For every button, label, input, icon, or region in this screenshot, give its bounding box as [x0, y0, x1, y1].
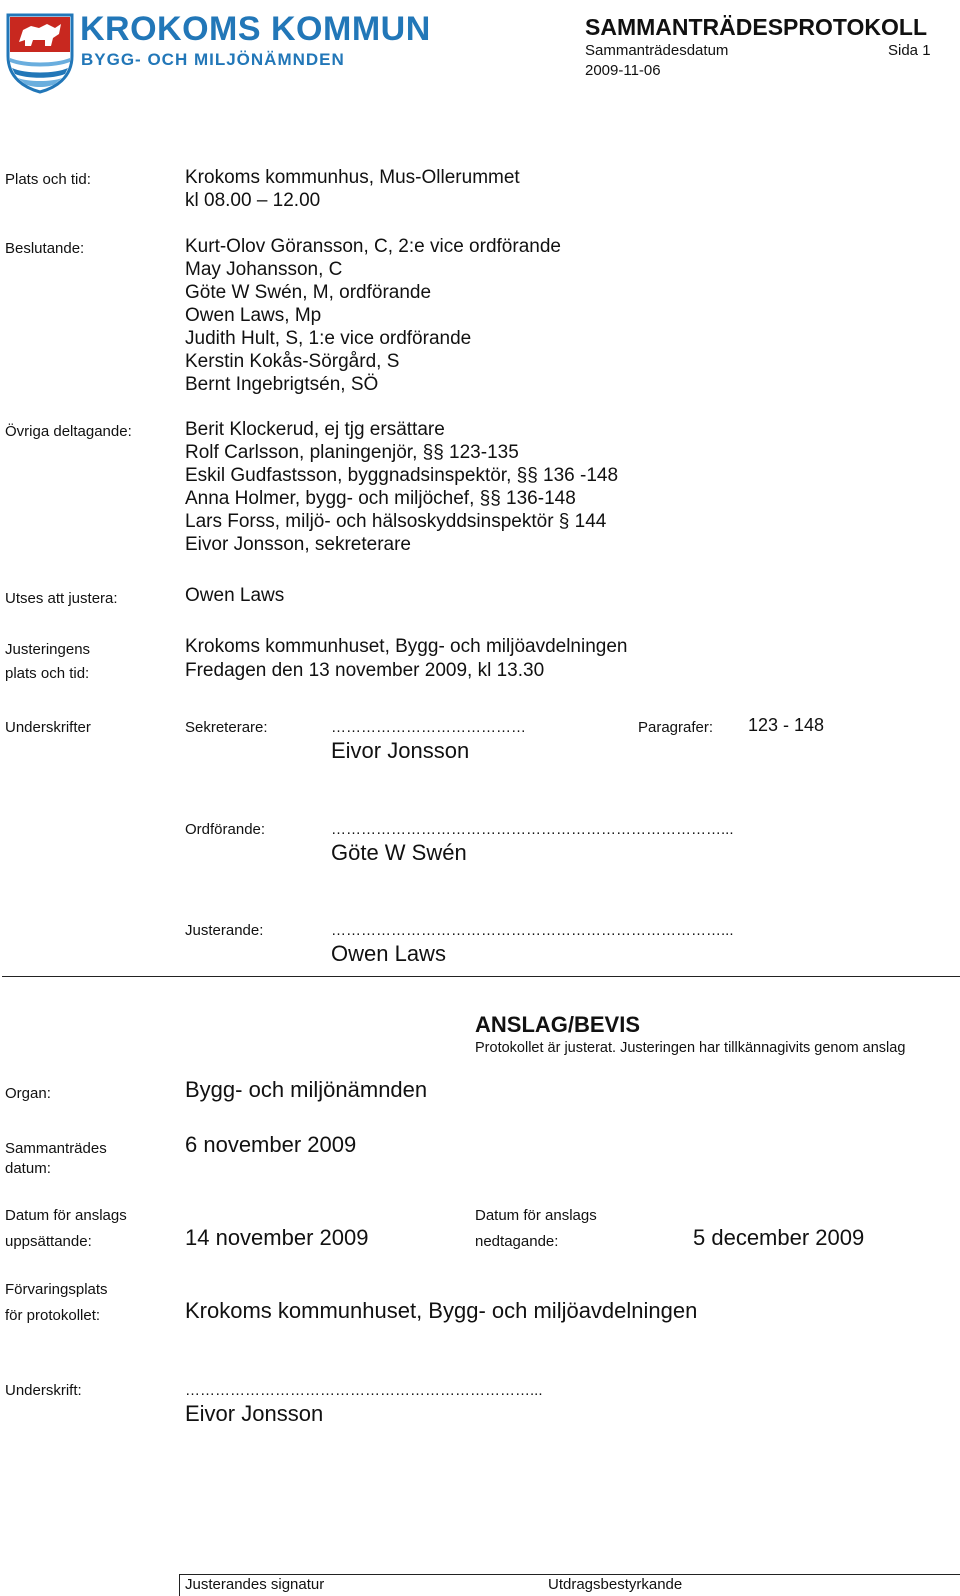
others-list [185, 418, 618, 556]
secretary-name: Eivor Jonsson [331, 738, 470, 763]
removed-label-1: Datum för anslags [475, 1207, 597, 1224]
adjuster-signature-caption: Justerandes signatur [185, 1576, 325, 1593]
deciding-list [185, 235, 561, 396]
adjuster-signature-label: Justerande: [185, 922, 264, 939]
storage-value: Krokoms kommunhuset, Bygg- och miljöavdelningen [185, 1298, 698, 1323]
chair-label: Ordförande: [185, 821, 266, 838]
list-item: Anna Holmer, bygg- och miljöchef, §§ 136-148 [185, 488, 576, 509]
deciding-label: Beslutande: [5, 240, 85, 257]
place: Krokoms kommunhus, Mus-Ollerummet [185, 167, 520, 188]
signatures-label: Underskrifter [5, 719, 91, 736]
meeting-date: 2009-11-06 [585, 62, 661, 79]
meeting-date-label: Sammanträdesdatum [585, 42, 729, 59]
organ-value: Bygg- och miljönämnden [185, 1077, 428, 1102]
adjust-place-label-2: plats och tid: [5, 665, 90, 682]
org-name: KROKOMS KOMMUN [80, 10, 431, 48]
list-item: Berit Klockerud, ej tjg ersättare [185, 419, 445, 440]
adjuster-name: Owen Laws [185, 585, 285, 606]
adjust-place: Krokoms kommunhuset, Bygg- och miljöavdelningen [185, 636, 628, 657]
meeting-date-value: 6 november 2009 [185, 1132, 357, 1157]
list-item: Owen Laws, Mp [185, 305, 322, 326]
adjuster-signature-line: ……………………………………………………………………... [331, 922, 734, 939]
secretary-label: Sekreterare: [185, 719, 268, 736]
section-divider [2, 976, 960, 977]
page-number: Sida 1 [888, 42, 931, 59]
list-item: Eivor Jonsson, sekreterare [185, 534, 411, 555]
list-item: Rolf Carlsson, planingenjör, §§ 123-135 [185, 442, 519, 463]
signature-label: Underskrift: [5, 1382, 82, 1399]
list-item: Göte W Swén, M, ordförande [185, 282, 432, 303]
paragraphs-range: 123 - 148 [748, 715, 825, 735]
excerpt-certification-caption: Utdragsbestyrkande [548, 1576, 683, 1593]
place-label: Plats och tid: [5, 171, 91, 188]
signature-line: ……………………………………………………………... [185, 1382, 543, 1399]
organ-label: Organ: [5, 1085, 51, 1102]
removed-date: 5 december 2009 [693, 1225, 865, 1250]
chair-name: Göte W Swén [331, 840, 467, 865]
document-title: SAMMANTRÄDESPROTOKOLL [585, 14, 928, 40]
signature-name: Eivor Jonsson [185, 1401, 324, 1426]
secretary-signature-line: ………………………………… [331, 719, 526, 736]
department-name: BYGG- OCH MILJÖNÄMNDEN [81, 50, 345, 69]
anslag-title: ANSLAG/BEVIS [475, 1012, 641, 1037]
list-item: Kerstin Kokås-Sörgård, S [185, 351, 400, 372]
storage-label-2: för protokollet: [5, 1307, 101, 1324]
list-item: Judith Hult, S, 1:e vice ordförande [185, 328, 472, 349]
removed-label-2: nedtagande: [475, 1233, 559, 1250]
time: kl 08.00 – 12.00 [185, 190, 321, 211]
others-label: Övriga deltagande: [5, 423, 132, 440]
anslag-subtitle: Protokollet är justerat. Justeringen har tillkännagivits genom anslag [475, 1040, 906, 1056]
adjust-time: Fredagen den 13 november 2009, kl 13.30 [185, 660, 545, 681]
chair-signature-line: ……………………………………………………………………... [331, 821, 734, 838]
list-item: May Johansson, C [185, 259, 343, 280]
posted-label-2: uppsättande: [5, 1233, 92, 1250]
place-and-time [185, 166, 520, 212]
coat-of-arms-icon [5, 12, 75, 94]
meeting-date-label-1: Sammanträdes [5, 1140, 107, 1157]
adjust-place-label-1: Justeringens [5, 641, 91, 658]
list-item: Eskil Gudfastsson, byggnadsinspektör, §§ 136 -148 [185, 465, 619, 486]
meeting-date-label-2: datum: [5, 1160, 51, 1177]
paragraphs-label: Paragrafer: [638, 719, 714, 736]
posted-label-1: Datum för anslags [5, 1207, 127, 1224]
list-item: Bernt Ingebrigtsén, SÖ [185, 374, 379, 395]
list-item: Lars Forss, miljö- och hälsoskyddsinspektör § 144 [185, 511, 607, 532]
adjuster-signature-name: Owen Laws [331, 941, 446, 966]
adjuster-label: Utses att justera: [5, 590, 118, 607]
posted-date: 14 november 2009 [185, 1225, 369, 1250]
list-item: Kurt-Olov Göransson, C, 2:e vice ordförande [185, 236, 561, 257]
storage-label-1: Förvaringsplats [5, 1281, 108, 1298]
